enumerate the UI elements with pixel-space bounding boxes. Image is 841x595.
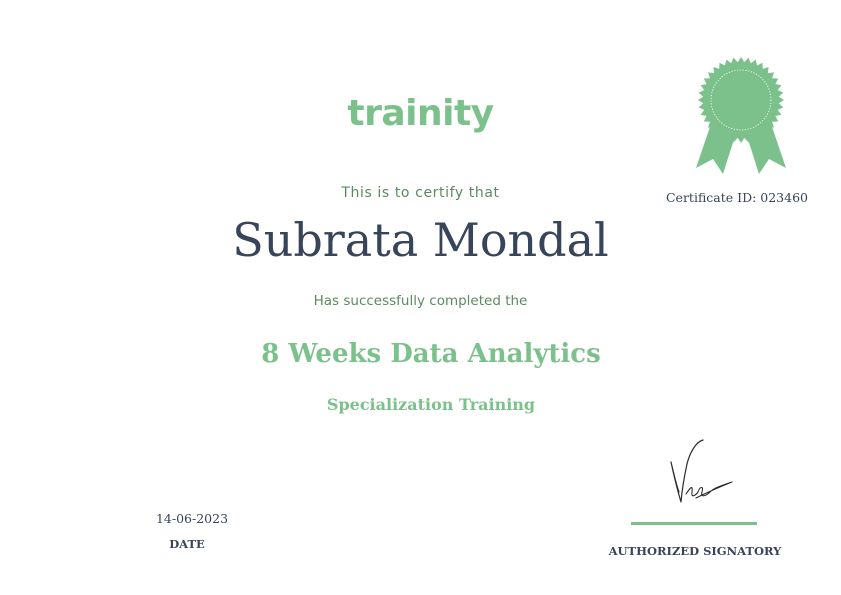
course-subtitle: Specialization Training — [326, 395, 536, 414]
trainity-logo: trainity — [347, 93, 494, 134]
authorized-signatory-label: AUTHORIZED SIGNATORY — [608, 544, 782, 558]
signature-line — [631, 522, 757, 525]
recipient-name: Subrata Mondal — [232, 213, 609, 267]
certify-intro-text: This is to certify that — [341, 185, 500, 201]
completion-text: Has successfully completed the — [313, 293, 528, 309]
issue-date: 14-06-2023 — [155, 511, 229, 526]
signature-image — [660, 436, 740, 508]
award-ribbon-icon — [691, 56, 791, 176]
course-title: 8 Weeks Data Analytics — [261, 339, 601, 369]
date-label: DATE — [169, 537, 205, 551]
certificate-id: Certificate ID: 023460 — [665, 190, 808, 205]
